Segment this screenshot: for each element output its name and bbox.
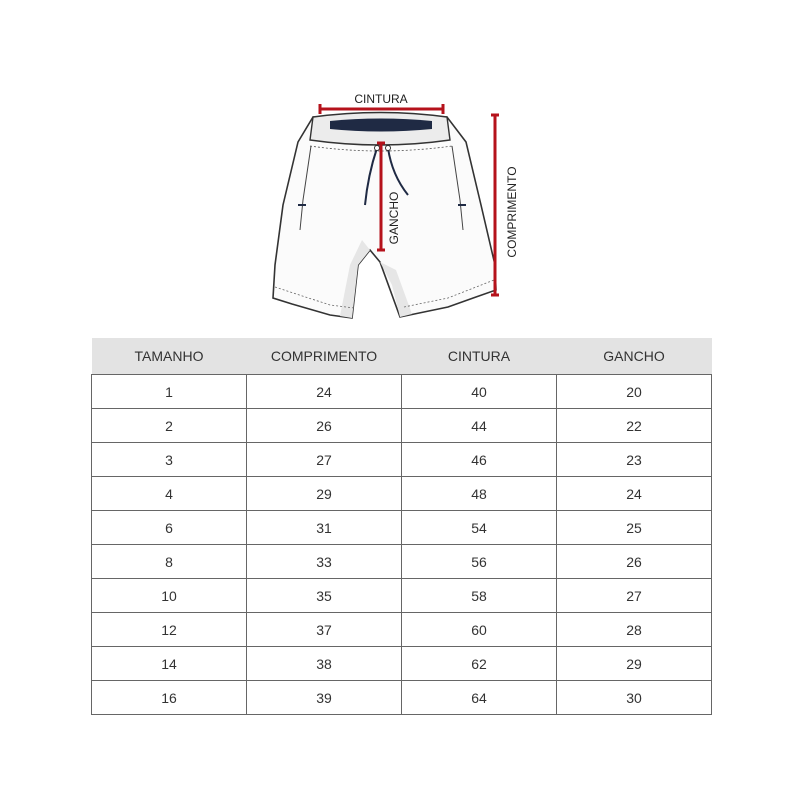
cell-length: 33 bbox=[247, 545, 402, 579]
cell-rise: 23 bbox=[557, 443, 712, 477]
cell-waist: 64 bbox=[402, 681, 557, 715]
cell-length: 31 bbox=[247, 511, 402, 545]
table-row bbox=[92, 545, 712, 579]
cell-size: 6 bbox=[92, 511, 247, 545]
cell-size: 3 bbox=[92, 443, 247, 477]
table-row bbox=[92, 681, 712, 715]
cell-waist: 56 bbox=[402, 545, 557, 579]
length-label: COMPRIMENTO bbox=[505, 166, 519, 258]
cell-size: 4 bbox=[92, 477, 247, 511]
cell-rise: 29 bbox=[557, 647, 712, 681]
cell-waist: 58 bbox=[402, 579, 557, 613]
cell-length: 26 bbox=[247, 409, 402, 443]
cell-rise: 28 bbox=[557, 613, 712, 647]
cell-length: 29 bbox=[247, 477, 402, 511]
header-rise: GANCHO bbox=[557, 338, 712, 375]
cell-length: 35 bbox=[247, 579, 402, 613]
waistband-inner bbox=[330, 119, 432, 132]
cell-size: 14 bbox=[92, 647, 247, 681]
table-row bbox=[92, 375, 712, 409]
table-row bbox=[92, 443, 712, 477]
cell-size: 1 bbox=[92, 375, 247, 409]
rise-label: GANCHO bbox=[387, 191, 401, 245]
table-body bbox=[92, 375, 712, 715]
cell-size: 8 bbox=[92, 545, 247, 579]
table-row bbox=[92, 511, 712, 545]
table-row bbox=[92, 647, 712, 681]
header-waist: CINTURA bbox=[402, 338, 557, 375]
cell-length: 38 bbox=[247, 647, 402, 681]
cell-rise: 26 bbox=[557, 545, 712, 579]
cell-rise: 22 bbox=[557, 409, 712, 443]
cell-size: 16 bbox=[92, 681, 247, 715]
cell-size: 2 bbox=[92, 409, 247, 443]
cell-rise: 30 bbox=[557, 681, 712, 715]
header-row bbox=[92, 338, 712, 375]
cell-length: 39 bbox=[247, 681, 402, 715]
cell-length: 37 bbox=[247, 613, 402, 647]
waist-label: CINTURA bbox=[354, 92, 408, 106]
cell-rise: 20 bbox=[557, 375, 712, 409]
table-row bbox=[92, 613, 712, 647]
header-size: TAMANHO bbox=[92, 338, 247, 375]
cell-rise: 25 bbox=[557, 511, 712, 545]
cell-waist: 40 bbox=[402, 375, 557, 409]
shorts-outline bbox=[273, 117, 496, 318]
cell-waist: 60 bbox=[402, 613, 557, 647]
eyelet-right bbox=[386, 146, 391, 151]
cell-rise: 24 bbox=[557, 477, 712, 511]
cell-waist: 44 bbox=[402, 409, 557, 443]
cell-waist: 48 bbox=[402, 477, 557, 511]
cell-size: 10 bbox=[92, 579, 247, 613]
cell-waist: 54 bbox=[402, 511, 557, 545]
shorts-illustration bbox=[0, 0, 800, 335]
cell-rise: 27 bbox=[557, 579, 712, 613]
table-row bbox=[92, 579, 712, 613]
shorts-measurement-diagram bbox=[0, 0, 800, 335]
table-row bbox=[92, 477, 712, 511]
size-chart-table bbox=[91, 338, 712, 715]
eyelet-left bbox=[375, 146, 380, 151]
cell-size: 12 bbox=[92, 613, 247, 647]
table-header bbox=[92, 338, 712, 375]
header-length: COMPRIMENTO bbox=[247, 338, 402, 375]
cell-length: 27 bbox=[247, 443, 402, 477]
table-row bbox=[92, 409, 712, 443]
cell-waist: 46 bbox=[402, 443, 557, 477]
cell-length: 24 bbox=[247, 375, 402, 409]
cell-waist: 62 bbox=[402, 647, 557, 681]
